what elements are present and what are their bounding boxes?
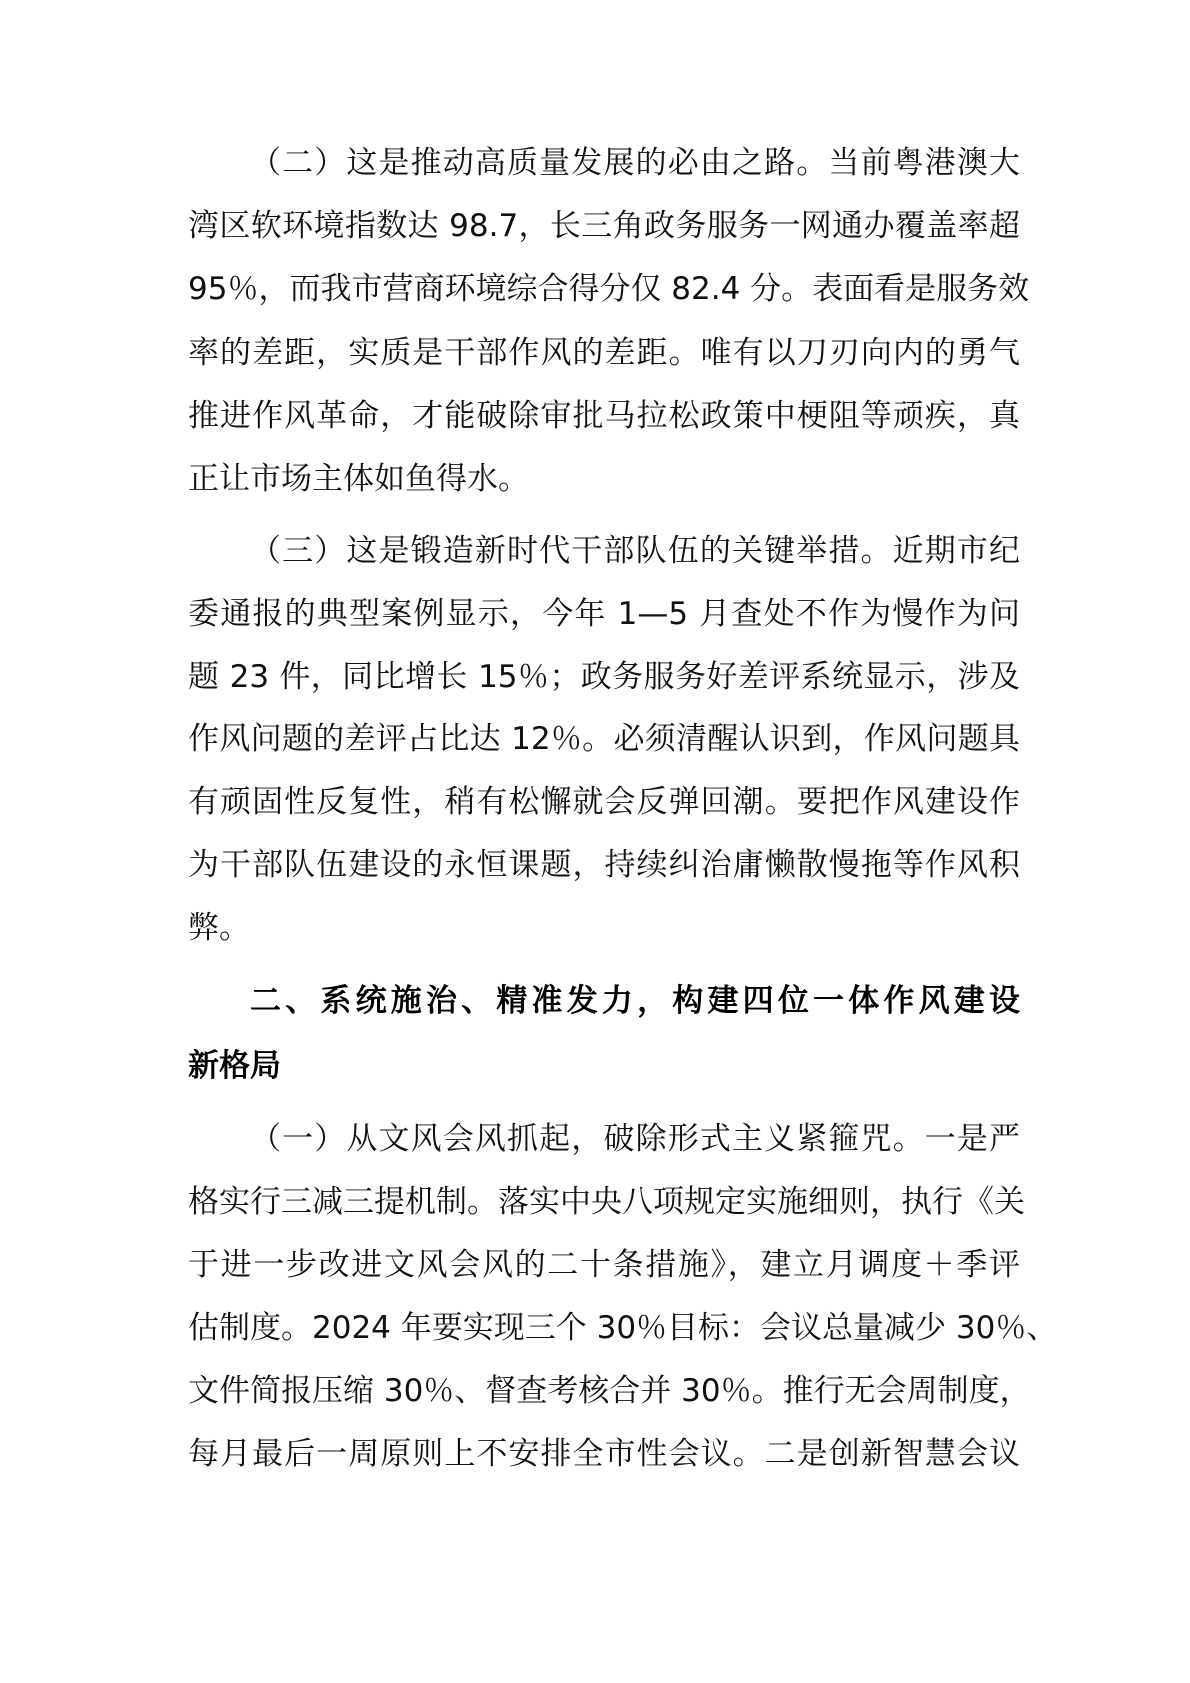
text-line: （一）从文风会风抓起，破除形式主义紧箍咒。一是严 — [250, 1121, 1020, 1157]
section-heading: 二、系统施治、精准发力，构建四位一体作风建设 — [250, 983, 1020, 1019]
text-line: 为干部队伍建设的永恒课题，持续纠治庸懒散慢拖等作风积 — [188, 847, 1020, 883]
text-line: 弊。 — [188, 910, 250, 946]
text-line: 推进作风革命，才能破除审批马拉松政策中梗阻等顽疾，真 — [188, 398, 1020, 434]
text-line: 正让市场主体如鱼得水。 — [188, 461, 529, 497]
text-line: 格实行三减三提机制。落实中央八项规定实施细则，执行《关 — [188, 1184, 1025, 1220]
text-line: 湾区软环境指数达 98.7，长三角政务服务一网通办覆盖率超 — [188, 208, 1020, 244]
text-line: 有顽固性反复性，稍有松懈就会反弹回潮。要把作风建设作 — [188, 784, 1020, 820]
text-line: 题 23 件，同比增长 15％；政务服务好差评系统显示，涉及 — [188, 659, 1020, 695]
text-line: 估制度。2024 年要实现三个 30％目标：会议总量减少 30％、 — [188, 1310, 1058, 1346]
text-line: 率的差距，实质是干部作风的差距。唯有以刀刃向内的勇气 — [188, 335, 1020, 371]
text-line: 于进一步改进文风会风的二十条措施》，建立月调度＋季评 — [188, 1247, 1020, 1283]
text-line: （二）这是推动高质量发展的必由之路。当前粤港澳大 — [250, 145, 1020, 181]
section-heading: 新格局 — [188, 1048, 281, 1084]
text-line: 文件简报压缩 30％、督查考核合并 30％。推行无会周制度， — [188, 1373, 1031, 1409]
text-line: 95％，而我市营商环境综合得分仅 82.4 分。表面看是服务效 — [188, 271, 1030, 307]
text-line: （三）这是锻造新时代干部队伍的关键举措。近期市纪 — [250, 533, 1020, 569]
text-line: 委通报的典型案例显示，今年 1—5 月查处不作为慢作为问 — [188, 596, 1020, 632]
text-line: 作风问题的差评占比达 12％。必须清醒认识到，作风问题具 — [188, 721, 1020, 757]
text-line: 每月最后一周原则上不安排全市性会议。二是创新智慧会议 — [188, 1436, 1020, 1472]
